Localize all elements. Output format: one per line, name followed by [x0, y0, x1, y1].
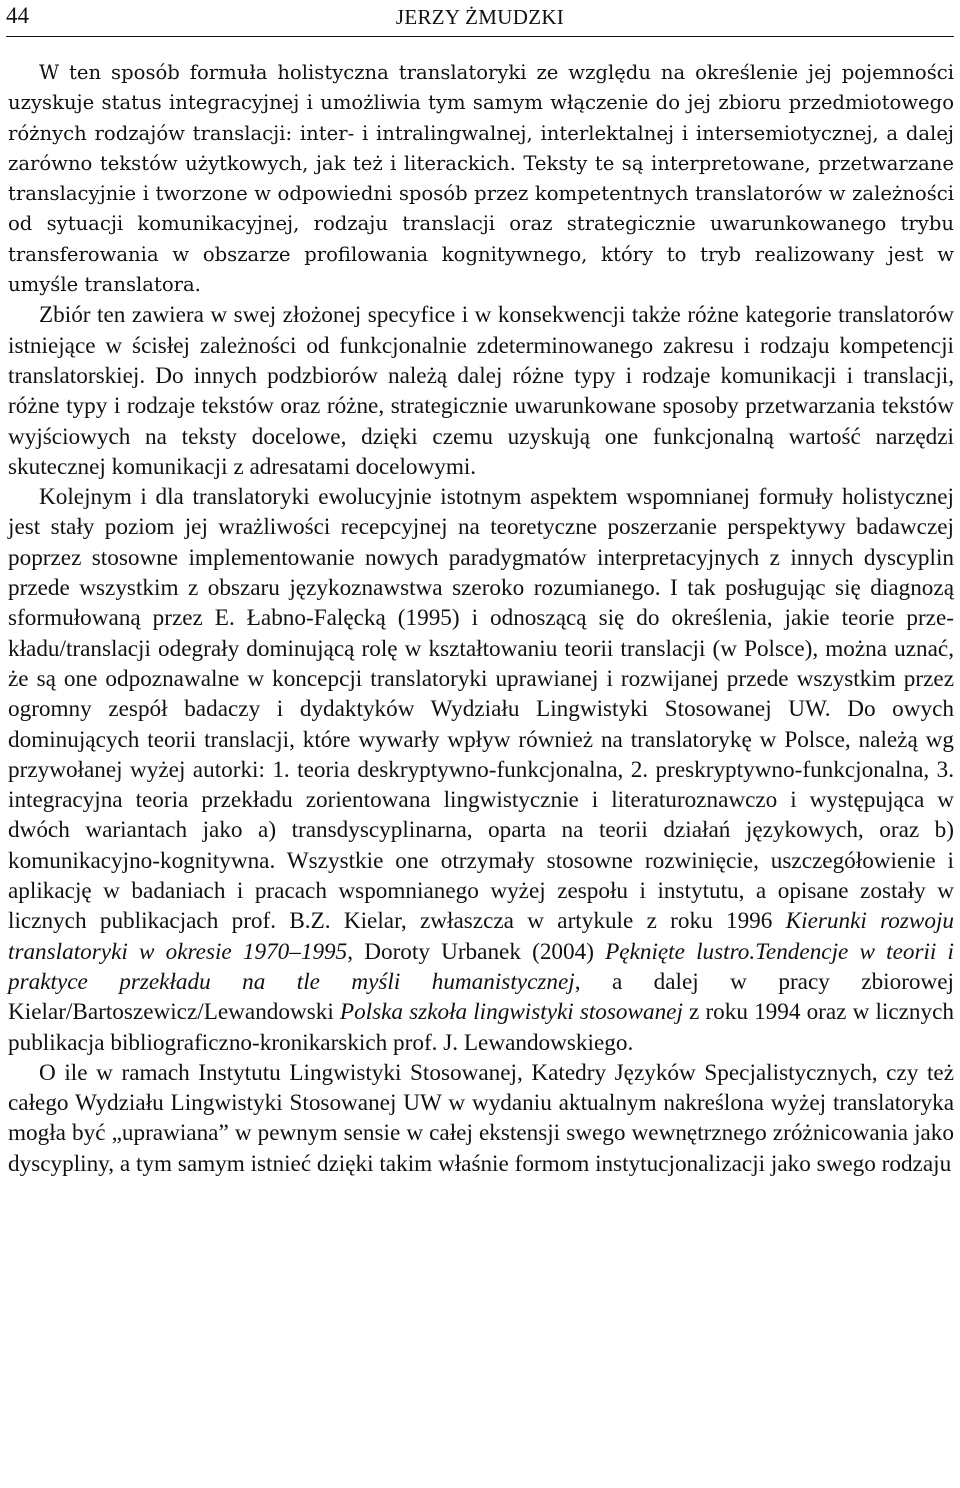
- page-number: 44: [6, 3, 29, 28]
- italic-title: Kierunki rozwoju translatoryki w okresie 1970–1995: [8, 908, 954, 965]
- italic-title: Polska szkoła lingwistyki stosowanej: [339, 999, 683, 1026]
- text-run: O ile w ramach Instytutu Lingwistyki Stosowanej, Katedry Języków Specjalistycznych, czy też całego Wydziału Lingwistyki Stosowanej UW w wydaniu aktualnym nakreślona wyżej translatoryka mogła być „uprawiana” w pewnym sensie w całej ekstensji swego wewnętrznego zróżnicowania jako dyscypliny, a tym samym istnieć dzięki takim właśnie formom instytucjonalizacji jako swego rodzaju: [8, 1059, 954, 1177]
- text-run: W ten sposób formuła holistyczna translatoryki ze względu na określenie jej pojemności uzyskuje status integracyjnej i umożliwia tym samym włączenie do jej zbioru przedmiotowego różnych rodzajów translacji: inter- i intralingwalnej, interlektalnej i intersemiotycznej, a dalej zarówno tekstów użytkowych, jak też i literackich. Teksty te są interpretowane, przetwarzane translacyjnie i tworzone w odpowiedni sposób przez kompetentnych translatorów w zależności od sytuacji komunikacyjnej, rodzaju translacji oraz strategicznie uwarunkowanego trybu transferowania w obszarze profilowania kognitywnego, który to tryb realizowany jest w umyśle translatora.: [8, 61, 954, 297]
- body-text: [8, 58, 954, 1179]
- text-run: , a dalej w pracy zbiorowej Kielar/Bartoszewicz/Lewandowski: [8, 968, 954, 1026]
- text-run: Zbiór ten zawiera w swej złożonej specyfice i w konsekwencji także różne kategorie translatorów istniejące w ścisłej zależności od funkcjonalnie zdeterminowanego zakresu i rodzaju kompetencji translatorskiej. Do innych podzbiorów należą dalej różne typy i rodzaje komunikacji i translacji, różne typy i rodzaje tekstów oraz różne, strategicznie uwarunkowane sposoby przetwarzania tekstów wyjściowych na teksty docelowe, dzięki czemu uzyskują one funkcjonalną wartość narzędzi skutecznej komunikacji z adresatami docelowymi.: [8, 302, 954, 480]
- text-run: z roku 1994 oraz w licznych publikacja bibliograficzno-kronikarskich prof. J. Lewandowskiego.: [8, 999, 954, 1056]
- text-run: Kolejnym i dla translatoryki ewolucyjnie istotnym aspektem wspomnianej formuły holistycznej jest stały poziom jej wrażliwości recepcyjnej na teoretyczne poszerzanie perspektywy badawczej poprzez stosowne implementowanie nowych paradygmatów interpretacyjnych z innych dyscyplin przede wszystkim z obszaru językoznawstwa szeroko rozumianego. I tak posługując się diagnozą sformułowaną przez E. Łabno-Falęcką (1995) i odnoszącą się do określenia, jakie teorie przekładu/translacji odegrały dominującą rolę w kształtowaniu teorii translacji (w Polsce), można uznać, że są one odpoznawalne w koncepcji translatoryki uprawianej i rozwijanej przede wszystkim przez ogromny zespół badaczy i dydaktyków Wydziału Lingwistyki Stosowanej UW. Do owych dominujących teorii translacji, które wywarły wpływ również na translatorykę w Polsce, należą wg przywołanej wyżej autorki: 1. teoria deskryptywno-funkcjonalna, 2. preskryptywno-funkcjonalna, 3. integracyjna teoria przekładu zorientowana lingwistycznie i literaturoznawczo i występująca w dwóch wariantach jako a) transdyscyplinarna, oparta na teorii działań językowych, oraz b) komunikacyjno-kognitywna. Wszystkie one otrzymały stosowne rozwinięcie, uszczegółowienie i aplikację w badaniach i pracach wspomnianego wyżej zespołu i instytutu, a opisane zostały w licznych publikacjach prof. B.Z. Kielar, zwłaszcza w artykule z roku 1996: [8, 484, 954, 935]
- paragraph: [8, 58, 954, 300]
- paragraph: [8, 482, 954, 1058]
- text-run: , Doroty Urbanek (2004): [347, 938, 606, 965]
- running-head-author: JERZY ŻMUDZKI: [395, 5, 565, 29]
- running-header: [6, 0, 954, 37]
- paragraph: [8, 300, 954, 482]
- italic-title: Pęknięte lustro.Tendencje w teorii i praktyce przekładu na tle myśli humanistycznej: [8, 938, 954, 995]
- paragraph: [8, 1058, 954, 1179]
